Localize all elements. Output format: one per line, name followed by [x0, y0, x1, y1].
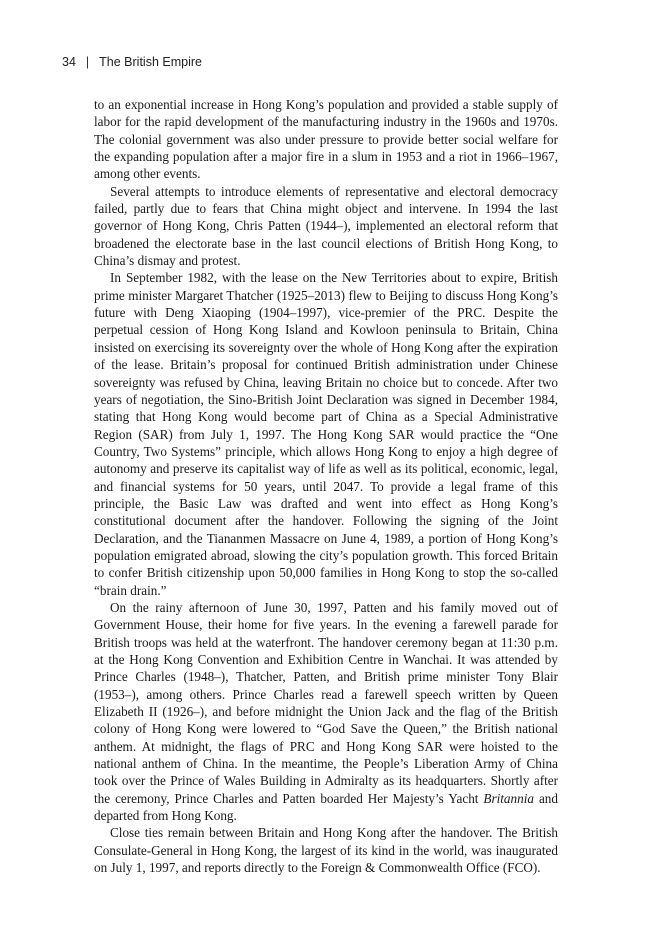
paragraph-4-text-a: On the rainy afternoon of June 30, 1997, Patten and his family moved out of Government House, their home for five years. In the evening a farewell parade for British troops was held at the waterfront. The handover ceremony began at 11:30 p.m. at the Hong Kong Convention and Exhibition Centre in Wanchai. It was attended by Prince Charles (1948–), Thatcher, Patten, and British prime minister Tony Blair (1953–), among others. Prince Charles read a farewell speech written by Queen Elizabeth II (1926–), and before midnight the Union Jack and the flag of the British colony of Hong Kong were lowered to “God Save the Queen,” the British national anthem. At midnight, the flags of PRC and Hong Kong SAR were hoisted to the national anthem of China. In the meantime, the People’s Liberation Army of China took over the Prince of Wales Building in Admiralty as its headquarters. Shortly after the ceremony, Prince Charles and Patten boarded Her Majesty’s Yacht — [94, 599, 558, 806]
paragraph-4-text-b: and departed from Hong Kong. — [94, 790, 558, 824]
paragraph-3: In September 1982, with the lease on the New Territories about to expire, British prime minister Margaret Thatcher (1925–2013) flew to Beijing to discuss Hong Kong’s future with Deng Xiaoping (1904–1997), vice-premier of the PRC. Despite the perpetual cession of Hong Kong Island and Kowloon peninsula to Britain, China insisted on exercising its sovereignty over the whole of Hong Kong after the expiration of the lease. Britain’s proposal for continued British administration under Chinese sovereignty was refused by China, leaving Britain no choice but to concede. After two years of negotiation, the Sino-British Joint Declaration was signed in December 1984, stating that Hong Kong would become part of China as a Special Administrative Region (SAR) from July 1, 1997. The Hong Kong SAR would practice the “One Country, Two Systems” principle, which allows Hong Kong to enjoy a high degree of autonomy and preserve its capitalist way of life as well as its political, economic, legal, and financial systems for 50 years, until 2047. To provide a legal frame of this principle, the Basic Law was drafted and went into effect as Hong Kong’s constitutional document after the handover. Following the signing of the Joint Declaration, and the Tiananmen Massacre on June 4, 1989, a portion of Hong Kong’s population emigrated abroad, slowing the city’s population growth. This forced Britain to confer British citizenship upon 50,000 families in Hong Kong to stop the so-called “brain drain.” — [94, 270, 558, 598]
paragraph-4 — [94, 599, 558, 824]
running-header — [62, 55, 202, 69]
header-separator: | — [85, 55, 90, 69]
body-text — [94, 96, 558, 876]
paragraph-5: Close ties remain between Britain and Hong Kong after the handover. The British Consulate-General in Hong Kong, the largest of its kind in the world, was inaugurated on July 1, 1997, and reports directly to the Foreign & Commonwealth Office (FCO). — [94, 825, 558, 876]
running-title: The British Empire — [99, 55, 202, 69]
paragraph-1: to an exponential increase in Hong Kong’s population and provided a stable supply of labor for the rapid development of the manufacturing industry in the 1960s and 1970s. The colonial government was also under pressure to provide better social welfare for the expanding population after a major fire in a slum in 1953 and a riot in 1966–1967, among other events. — [94, 97, 558, 182]
yacht-name-italic: Britannia — [483, 790, 534, 806]
page-number: 34 — [62, 55, 76, 69]
paragraph-2: Several attempts to introduce elements of representative and electoral democracy failed, partly due to fears that China might object and intervene. In 1994 the last governor of Hong Kong, Chris Patten (1944–), implemented an electoral reform that broadened the electorate base in the last council elections of British Hong Kong, to China’s dismay and protest. — [94, 183, 558, 269]
